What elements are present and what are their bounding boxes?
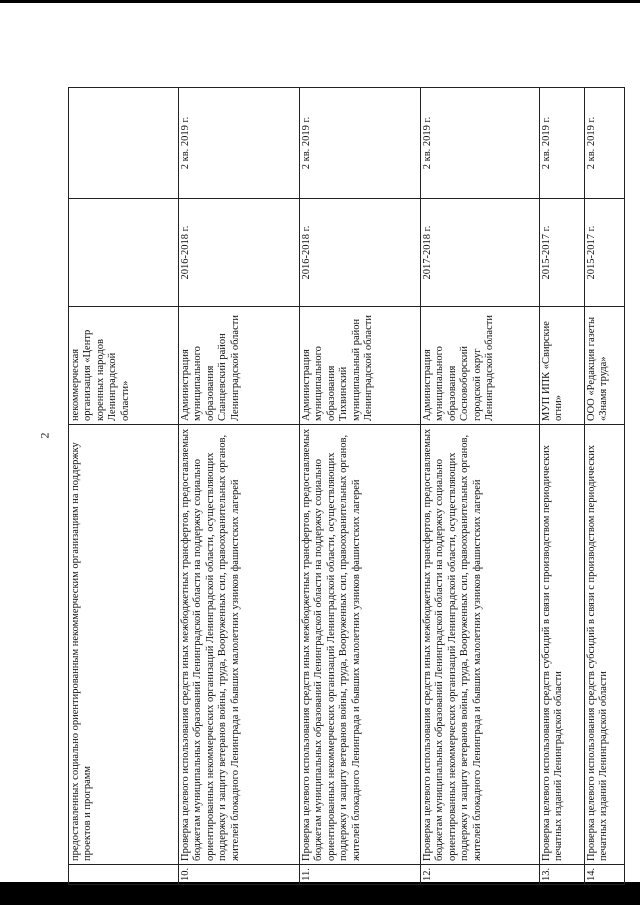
rotated-table-area: [68, 88, 610, 885]
row-entity: ООО «Редакция газеты «Знамя труда»: [585, 307, 625, 425]
row-number: 10.: [179, 865, 300, 885]
row-entity: Администрация муниципального образования Тихвинский муниципальный район Ленинградской области: [300, 307, 421, 425]
row-entity: МУП ИПК «Свирские огни»: [540, 307, 585, 425]
scan-top-edge: [0, 0, 640, 3]
table-row: [69, 88, 179, 885]
row-number: 14.: [585, 865, 625, 885]
row-period: 2016-2018 г.: [179, 199, 300, 307]
row-quarter: 2 кв. 2019 г.: [540, 88, 585, 199]
row-period: 2017-2018 г.: [421, 199, 540, 307]
row-period: 2016-2018 г.: [300, 199, 421, 307]
row-number: 13.: [540, 865, 585, 885]
row-entity: Администрация муниципального образования Сосновоборский городской округ Ленинградской области: [421, 307, 540, 425]
row-period: 2015-2017 г.: [540, 199, 585, 307]
table-row: [421, 88, 540, 885]
row-quarter: [69, 88, 179, 199]
row-period: [69, 199, 179, 307]
row-description: предоставленных социально ориентированным некоммерческим организациям на поддержку проектов и программ: [69, 425, 179, 865]
row-period: 2015-2017 г.: [585, 199, 625, 307]
row-entity: некоммерческая организация «Центр коренных народов Ленинградской области»: [69, 307, 179, 425]
table-row: [540, 88, 585, 885]
scan-bottom-edge: [0, 882, 640, 905]
row-quarter: 2 кв. 2019 г.: [421, 88, 540, 199]
table-row: [300, 88, 421, 885]
row-description: Проверка целевого использования средств иных межбюджетных трансфертов, предоставляемых бюджетам муниципальных образований Ленинградской области на поддержку социально ориентированных некоммерческих организаций Ленинградской области, осуществляющих поддержку и защиту ветеранов войны, труда, Вооруженных сил, правоохранительных органов, жителей блокадного Ленинграда и бывших малолетних узников фашистских лагерей: [421, 425, 540, 865]
row-description: Проверка целевого использования средств иных межбюджетных трансфертов, предоставляемых бюджетам муниципальных образований Ленинградской области на поддержку социально ориентированных некоммерческих организаций Ленинградской области, осуществляющих поддержку и защиту ветеранов войны, труда, Вооруженных сил, правоохранительных органов, жителей блокадного Ленинграда и бывших малолетних узников фашистских лагерей: [179, 425, 300, 865]
row-quarter: 2 кв. 2019 г.: [585, 88, 625, 199]
table-row: [585, 88, 625, 885]
row-number: 11.: [300, 865, 421, 885]
table-rotation-wrapper: [68, 88, 610, 885]
row-description: Проверка целевого использования средств субсидий в связи с производством периодических печатных изданий Ленинградской области: [585, 425, 625, 865]
table-row: [179, 88, 300, 885]
row-description: Проверка целевого использования средств субсидий в связи с производством периодических печатных изданий Ленинградской области: [540, 425, 585, 865]
row-description: Проверка целевого использования средств иных межбюджетных трансфертов, предоставляемых бюджетам муниципальных образований Ленинградской области на поддержку социально ориентированных некоммерческих организаций Ленинградской области, осуществляющих поддержку и защиту ветеранов войны, труда, Вооруженных сил, правоохранительных органов, жителей блокадного Ленинграда и бывших малолетних узников фашистских лагерей: [300, 425, 421, 865]
row-quarter: 2 кв. 2019 г.: [300, 88, 421, 199]
row-quarter: 2 кв. 2019 г.: [179, 88, 300, 199]
page-number: 2: [37, 432, 52, 439]
row-number: [69, 865, 179, 885]
row-entity: Администрация муниципального образования Сланцевский район Ленинградской области: [179, 307, 300, 425]
row-number: 12.: [421, 865, 540, 885]
inspection-plan-table: [68, 87, 625, 885]
